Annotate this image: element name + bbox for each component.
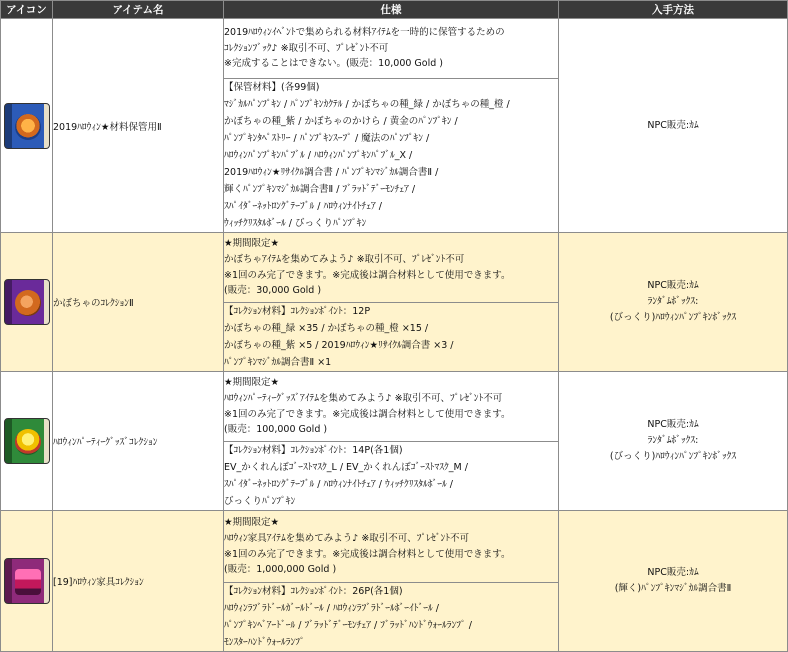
spec-line: 2019ﾊﾛｳｨﾝｲﾍﾞﾝﾄで集められる材料ｱｲﾃﾑを一時的に保管するための [224,26,505,38]
spec-line: 2019ﾊﾛｳｨﾝ★ﾘｻｲｸﾙ調合書 / ﾊﾟﾝﾌﾟｷﾝﾏｼﾞｶﾙ調合書Ⅱ / [224,167,439,178]
header-icon: アイコン [1,1,53,19]
how-line: (輝く)ﾊﾟﾝﾌﾟｷﾝﾏｼﾞｶﾙ調合書Ⅱ [614,583,732,594]
item-icon-cell [1,372,53,511]
spec-line: ★期間限定★ [224,516,280,528]
spec-line: (販売：30,000 Gold ) [224,285,322,297]
spec-line: 【ｺﾚｸｼｮﾝ材料】ｺﾚｸｼｮﾝﾎﾟｲﾝﾄ：14P(各1個) [224,445,403,456]
item-how [559,511,788,652]
book-purple-pumpkin-icon [4,279,50,325]
item-icon-cell [1,19,53,233]
spec-line: ﾓﾝｽﾀｰﾊﾝﾄﾞｳｫｰﾙﾗﾝﾌﾟ [224,637,305,648]
how-line: (びっくり)ﾊﾛｳｨﾝﾊﾟﾝﾌﾟｷﾝﾎﾞｯｸｽ [609,312,737,323]
spec-line: ｳｨｯﾁｸﾘｽﾀﾙﾎﾞｰﾙ / びっくりﾊﾟﾝﾌﾟｷﾝ [224,218,367,229]
header-how: 入手方法 [559,1,788,19]
spec-line: かぼちゃの種_紫 / かぼちゃのかけら / 黄金のﾊﾟﾝﾌﾟｷﾝ / [224,116,458,127]
header-spec: 仕様 [224,1,559,19]
spec-line: ｺﾚｸｼｮﾝﾌﾞｯｸ♪ ※取引不可、ﾌﾟﾚｾﾞﾝﾄ不可 [224,42,389,54]
spec-line: ﾊﾛｳｨﾝﾊﾟﾝﾌﾟｷﾝﾊﾟﾌﾞﾙ / ﾊﾛｳｨﾝﾊﾟﾝﾌﾟｷﾝﾊﾟﾌﾞﾙ_X / [224,150,413,161]
header-row [1,1,788,19]
spec-line: ※完成することはできない。(販売：10,000 Gold ) [224,58,443,70]
spec-line: EV_かくれんぼｺﾞｰｽﾄﾏｽｸ_L / EV_かくれんぼｺﾞｰｽﾄﾏｽｸ_M / [224,462,468,473]
item-spec-bottom [224,583,559,652]
item-spec-bottom [224,303,559,372]
how-line: NPC販売:ｶﾑ [647,567,699,578]
table-row [1,372,788,442]
spec-line: ﾏｼﾞｶﾙﾊﾟﾝﾌﾟｷﾝ / ﾊﾟﾝﾌﾟｷﾝｶｸﾃﾙ / かぼちゃの種_緑 / かぼちゃの種_橙 / [224,99,510,110]
item-name: かぼちゃのｺﾚｸｼｮﾝⅡ [53,233,224,372]
spec-line: かぼちゃの種_紫 ×5 / 2019ﾊﾛｳｨﾝ★ﾘｻｲｸﾙ調合書 ×3 / [224,340,454,351]
book-green-duck-icon [4,418,50,464]
spec-line: ※1回のみ完了できます。※完成後は調合材料として使用できます。 [224,548,511,560]
item-spec-top [224,511,559,583]
spec-line: (販売：100,000 Gold ) [224,424,328,436]
item-name: 2019ﾊﾛｳｨﾝ★材料保管用Ⅱ [53,19,224,233]
book-blue-cocktail-icon [4,103,50,149]
item-icon-cell [1,511,53,652]
spec-line: ※1回のみ完了できます。※完成後は調合材料として使用できます。 [224,269,511,281]
item-spec-bottom [224,442,559,511]
header-name: アイテム名 [53,1,224,19]
item-icon-cell [1,233,53,372]
spec-line: ｽﾊﾟｲﾀﾞｰﾈｯﾄﾛﾝｸﾞﾃｰﾌﾞﾙ / ﾊﾛｳｨﾝﾅｲﾄﾁｪｱ / ｳｨｯﾁｸﾘｽﾀﾙﾎﾞｰﾙ / [224,479,453,490]
spec-line: ※1回のみ完了できます。※完成後は調合材料として使用できます。 [224,408,511,420]
item-spec-bottom [224,79,559,233]
item-how [559,19,788,233]
item-name: [19]ﾊﾛｳｨﾝ家具ｺﾚｸｼｮﾝ [53,511,224,652]
spec-line: ﾊﾟﾝﾌﾟｷﾝﾀﾍﾟｽﾄﾘｰ / ﾊﾟﾝﾌﾟｷﾝｽｰﾌﾟ / 魔法のﾊﾟﾝﾌﾟｷﾝ / [224,133,430,144]
how-line: (びっくり)ﾊﾛｳｨﾝﾊﾟﾝﾌﾟｷﾝﾎﾞｯｸｽ [609,451,737,462]
item-how [559,372,788,511]
spec-line: ﾊﾛｳｨﾝﾗﾌﾞﾗﾄﾞｰﾙｶﾞｰﾙﾄﾞｰﾙ / ﾊﾛｳｨﾝﾗﾌﾞﾗﾄﾞｰﾙﾎﾞｰｲﾄﾞｰﾙ / [224,603,439,614]
item-spec-top [224,19,559,79]
spec-line: ﾊﾛｳｨﾝ家具ｱｲﾃﾑを集めてみよう♪ ※取引不可、ﾌﾟﾚｾﾞﾝﾄ不可 [224,532,470,544]
spec-line: ★期間限定★ [224,237,280,249]
table-row [1,19,788,79]
spec-line: かぼちゃｱｲﾃﾑを集めてみよう♪ ※取引不可、ﾌﾟﾚｾﾞﾝﾄ不可 [224,253,465,265]
spec-line: ﾊﾟﾝﾌﾟｷﾝﾏｼﾞｶﾙ調合書Ⅱ ×1 [224,357,332,368]
item-name: ﾊﾛｳｨﾝﾊﾟｰﾃｨｰｸﾞｯｽﾞｺﾚｸｼｮﾝ [53,372,224,511]
table-row [1,511,788,583]
spec-line: かぼちゃの種_緑 ×35 / かぼちゃの種_橙 ×15 / [224,323,429,334]
how-line: NPC販売:ｶﾑ [647,280,699,291]
how-line: NPC販売:ｶﾑ [647,119,699,131]
item-spec-top [224,233,559,303]
spec-line: ﾊﾛｳｨﾝﾊﾟｰﾃｨｰｸﾞｯｽﾞｱｲﾃﾑを集めてみよう♪ ※取引不可、ﾌﾟﾚｾﾞﾝﾄ不可 [224,392,503,404]
book-magenta-doll-icon [4,558,50,604]
spec-line: (販売：1,000,000 Gold ) [224,564,337,576]
spec-line: 【保管材料】(各99個) [224,82,320,93]
spec-line: ﾊﾟﾝﾌﾟｷﾝﾍﾞｱｰﾄﾞｰﾙ / ﾌﾞﾗｯﾄﾞﾃﾞｰﾓﾝﾁｪｱ / ﾌﾞﾗｯﾄﾞﾊﾝﾄﾞｳｫｰﾙﾗﾝﾌﾟ / [224,620,472,631]
how-line: ﾗﾝﾀﾞﾑﾎﾞｯｸｽ: [647,435,699,446]
table-row [1,233,788,303]
spec-line: 【ｺﾚｸｼｮﾝ材料】ｺﾚｸｼｮﾝﾎﾟｲﾝﾄ：26P(各1個) [224,586,403,597]
how-line: NPC販売:ｶﾑ [647,419,699,430]
spec-line: 輝くﾊﾟﾝﾌﾟｷﾝﾏｼﾞｶﾙ調合書Ⅱ / ﾌﾞﾗｯﾄﾞﾃﾞｰﾓﾝﾁｪｱ / [224,184,416,195]
item-how [559,233,788,372]
spec-line: びっくりﾊﾟﾝﾌﾟｷﾝ [224,496,296,507]
item-spec-top [224,372,559,442]
spec-line: ★期間限定★ [224,376,280,388]
spec-line: ｽﾊﾟｲﾀﾞｰﾈｯﾄﾛﾝｸﾞﾃｰﾌﾞﾙ / ﾊﾛｳｨﾝﾅｲﾄﾁｪｱ / [224,201,382,212]
spec-line: 【ｺﾚｸｼｮﾝ材料】ｺﾚｸｼｮﾝﾎﾟｲﾝﾄ：12P [224,306,371,317]
how-line: ﾗﾝﾀﾞﾑﾎﾞｯｸｽ: [647,296,699,307]
